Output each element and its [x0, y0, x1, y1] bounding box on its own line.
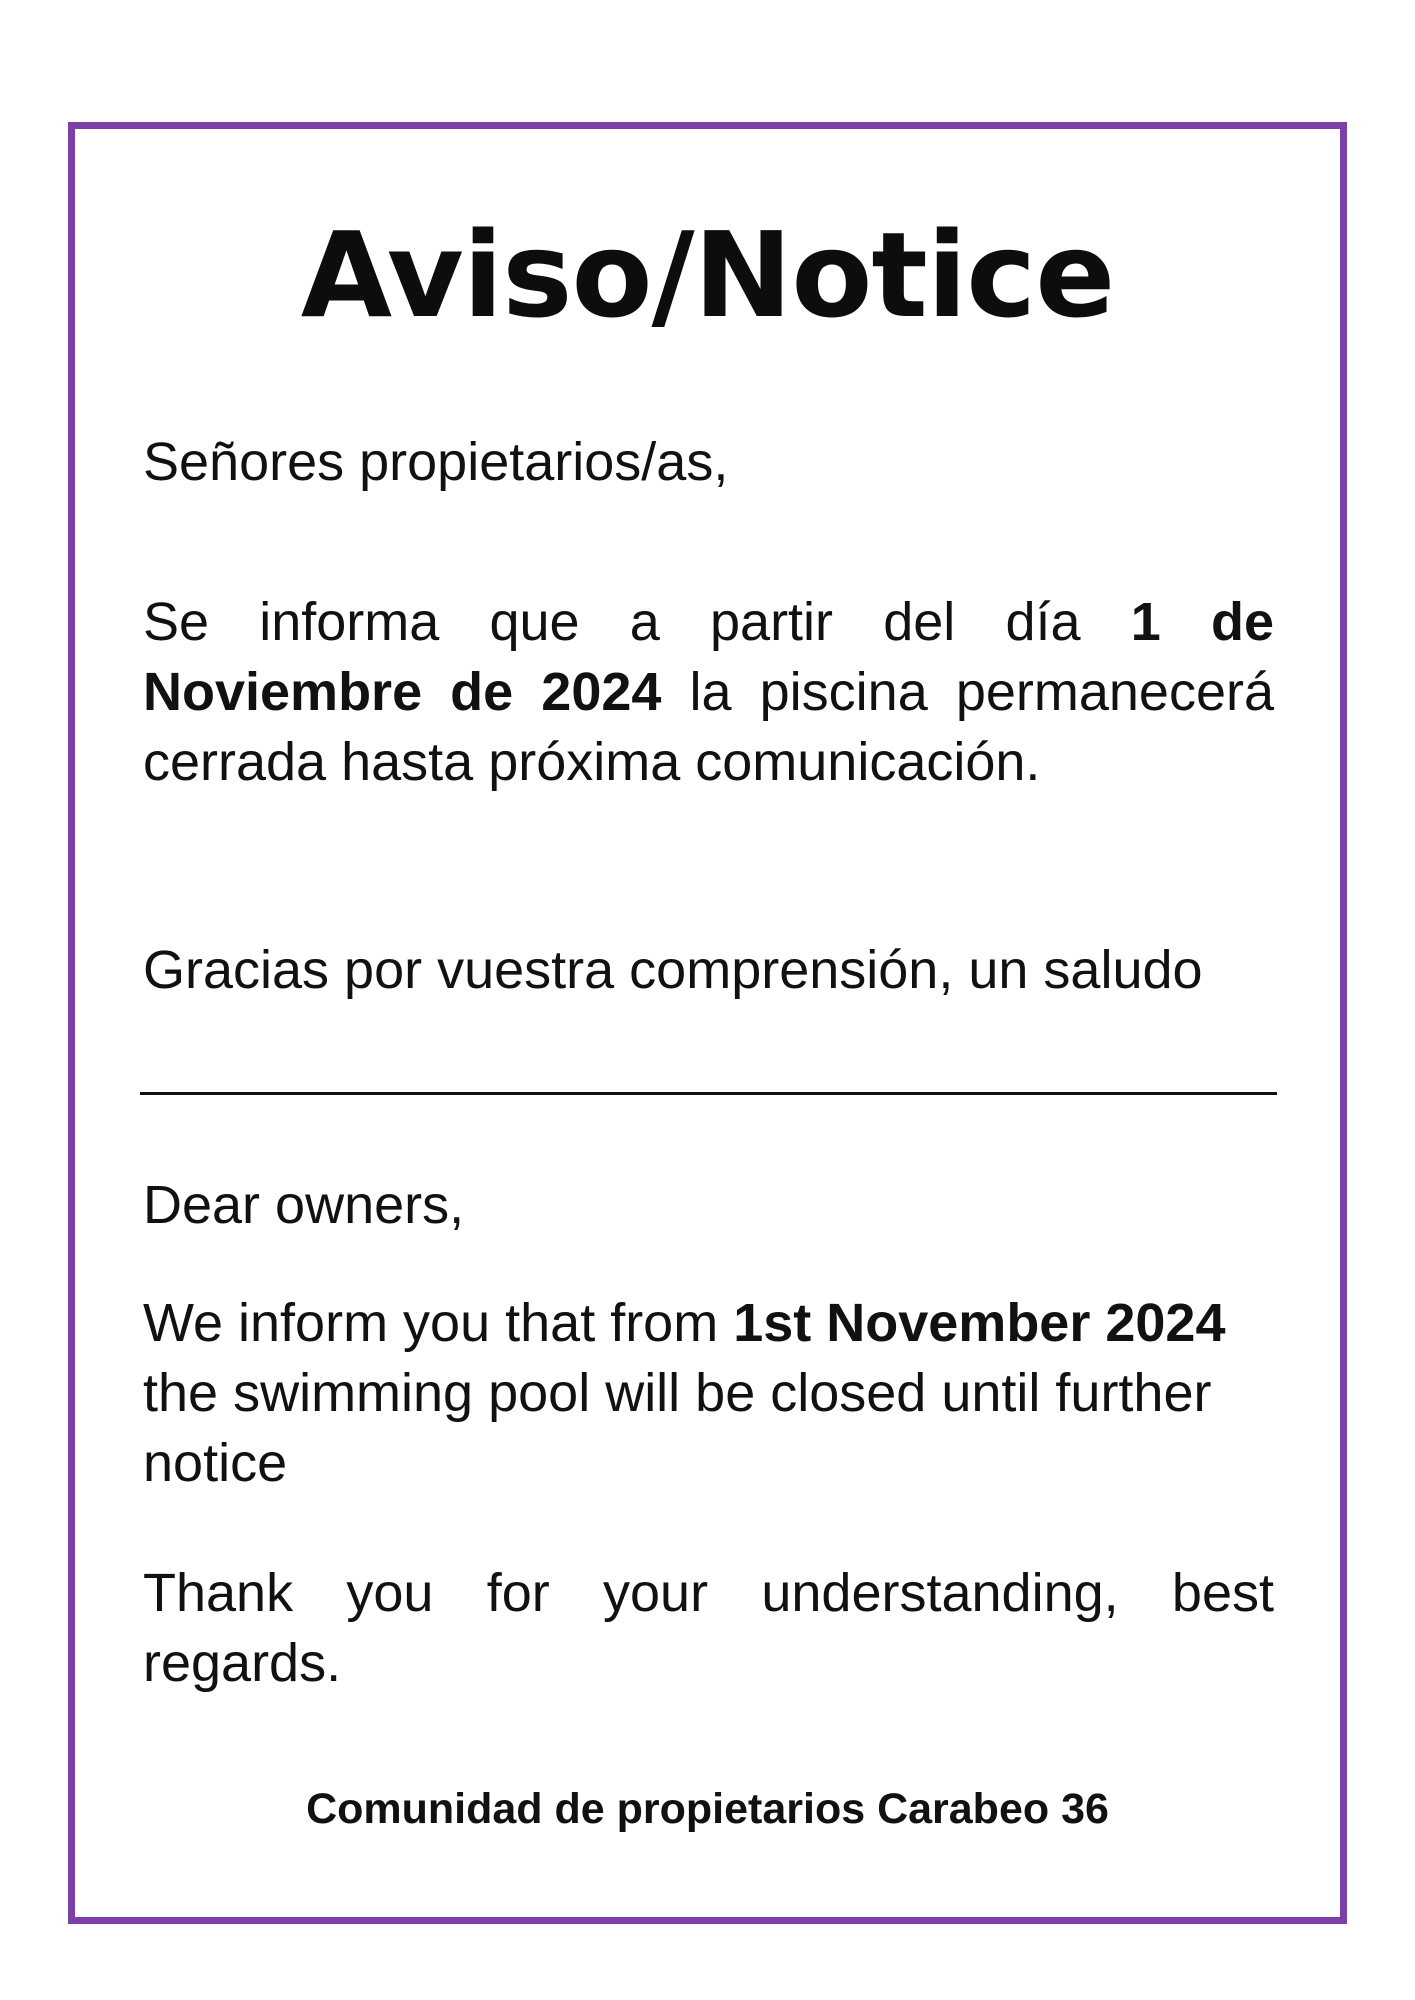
- notice-title: Aviso/Notice: [300, 206, 1115, 344]
- language-divider: [140, 1092, 1277, 1095]
- english-announcement: [143, 1288, 1274, 1498]
- english-closing: Thank you for your understanding, best regards.: [143, 1563, 1274, 1693]
- spanish-greeting: Señores propietarios/as,: [143, 432, 729, 492]
- spanish-announcement: [143, 587, 1274, 797]
- spanish-closure-date: 1 de Noviembre de 2024: [143, 592, 1274, 722]
- spanish-closing: Gracias por vuestra comprensión, un saludo: [143, 940, 1203, 1000]
- english-closure-date: 1st November 2024: [733, 1293, 1226, 1353]
- english-greeting: Dear owners,: [143, 1175, 465, 1235]
- signature: Comunidad de propietarios Carabeo 36: [306, 1785, 1109, 1833]
- english-announcement-intro: We inform you that from: [143, 1293, 734, 1353]
- english-announcement-rest: the swimming pool will be closed until further notice: [143, 1363, 1212, 1493]
- spanish-announcement-intro: Se informa que a partir del día: [143, 592, 1131, 652]
- spanish-announcement-rest: la piscina permanecerá cerrada hasta próxima comunicación.: [143, 662, 1275, 792]
